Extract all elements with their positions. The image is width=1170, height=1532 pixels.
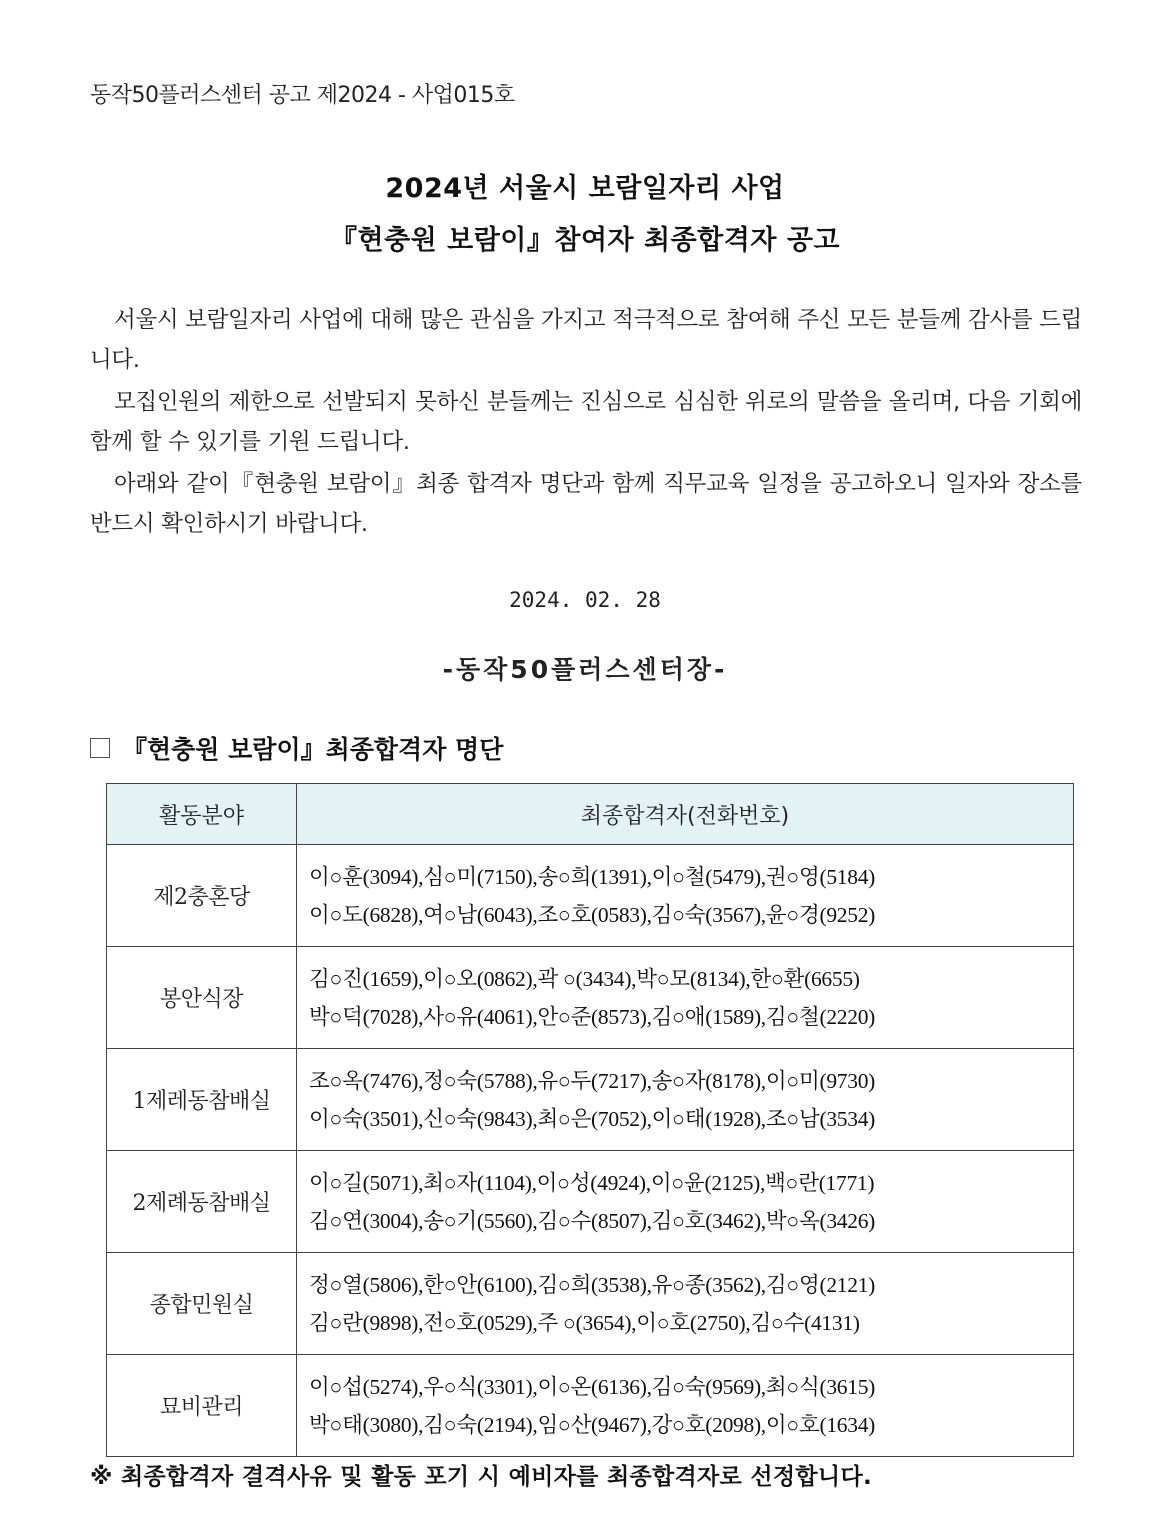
- paragraph-text: 아래와 같이『현충원 보람이』최종 합격자 명단과 함께 직무교육 일정을 공고하오니 일자와 장소를 반드시 확인하시기 바랍니다.: [90, 471, 1082, 537]
- section-heading: [90, 730, 503, 766]
- activity-field: 종합민원실: [107, 1253, 297, 1355]
- finalist-line: 김○연(3004),송○기(5560),김○수(8507),김○호(3462),박○옥(3426): [309, 1208, 876, 1233]
- finalist-table: [106, 783, 1074, 1457]
- finalist-line: 이○숙(3501),신○숙(9843),최○은(7052),이○태(1928),조○남(3534): [309, 1106, 876, 1131]
- finalist-names: [297, 845, 1074, 947]
- document-number: 동작50플러스센터 공고 제2024 - 사업015호: [90, 83, 515, 108]
- section-heading-text: 『현충원 보람이』최종합격자 명단: [122, 735, 504, 764]
- activity-field: 1제레동참배실: [107, 1049, 297, 1151]
- finalist-line: 이○섭(5274),우○식(3301),이○온(6136),김○숙(9569),최○식(3615): [309, 1374, 876, 1399]
- finalist-line: 김○란(9898),전○호(0529),주 ○(3654),이○호(2750),김○수(4131): [309, 1310, 860, 1335]
- finalist-line: 이○훈(3094),심○미(7150),송○희(1391),이○철(5479),권○영(5184): [309, 864, 876, 889]
- finalist-line: 박○덕(7028),사○유(4061),안○준(8573),김○애(1589),김○철(2220): [309, 1004, 876, 1029]
- table-row: [107, 947, 1074, 1049]
- table-row: [107, 845, 1074, 947]
- column-header-finalists: 최종합격자(전화번호): [297, 784, 1074, 845]
- table-row: [107, 1253, 1074, 1355]
- footnote: ※ 최종합격자 결격사유 및 활동 포기 시 예비자를 최종합격자로 선정합니다.: [90, 1464, 873, 1490]
- finalist-line: 김○진(1659),이○오(0862),곽 ○(3434),박○모(8134),한○환(6655): [309, 966, 860, 991]
- paragraph-text: 서울시 보람일자리 사업에 대해 많은 관심을 가지고 적극적으로 참여해 주신 모든 분들께 감사를 드립니다.: [90, 307, 1082, 373]
- page-title: 2024년 서울시 보람일자리 사업: [385, 173, 785, 204]
- page-subtitle: 『현충원 보람이』참여자 최종합격자 공고: [329, 225, 840, 256]
- finalist-line: 조○옥(7476),정○숙(5788),유○두(7217),송○자(8178),이○미(9730): [309, 1068, 876, 1093]
- finalist-line: 이○길(5071),최○자(1104),이○성(4924),이○윤(2125),백○란(1771): [309, 1170, 875, 1195]
- paragraph-text: 모집인원의 제한으로 선발되지 못하신 분들께는 진심으로 심심한 위로의 말씀을 올리며, 다음 기회에 함께 할 수 있기를 기원 드립니다.: [90, 389, 1082, 455]
- announcement-date: 2024. 02. 28: [509, 588, 661, 612]
- paragraph-thanks: [90, 300, 1082, 380]
- paragraph-notice: [90, 464, 1082, 544]
- table-row: [107, 1049, 1074, 1151]
- finalist-line: 박○태(3080),김○숙(2194),임○산(9467),강○호(2098),이○호(1634): [309, 1412, 876, 1437]
- finalist-line: 정○열(5806),한○안(6100),김○희(3538),유○종(3562),김○영(2121): [309, 1272, 876, 1297]
- column-header-field: 활동분야: [107, 784, 297, 845]
- table-row: [107, 1151, 1074, 1253]
- paragraph-consolation: [90, 382, 1082, 462]
- activity-field: 봉안식장: [107, 947, 297, 1049]
- finalist-names: [297, 947, 1074, 1049]
- table-header-row: [107, 784, 1074, 845]
- activity-field: 제2충혼당: [107, 845, 297, 947]
- table-row: [107, 1355, 1074, 1457]
- checkbox-square-icon: [90, 738, 110, 758]
- issuing-organization: -동작50플러스센터장-: [442, 655, 728, 684]
- finalist-names: [297, 1151, 1074, 1253]
- activity-field: 2제례동참배실: [107, 1151, 297, 1253]
- finalist-line: 이○도(6828),여○남(6043),조○호(0583),김○숙(3567),윤○경(9252): [309, 902, 876, 927]
- finalist-names: [297, 1049, 1074, 1151]
- finalist-names: [297, 1253, 1074, 1355]
- finalist-names: [297, 1355, 1074, 1457]
- activity-field: 묘비관리: [107, 1355, 297, 1457]
